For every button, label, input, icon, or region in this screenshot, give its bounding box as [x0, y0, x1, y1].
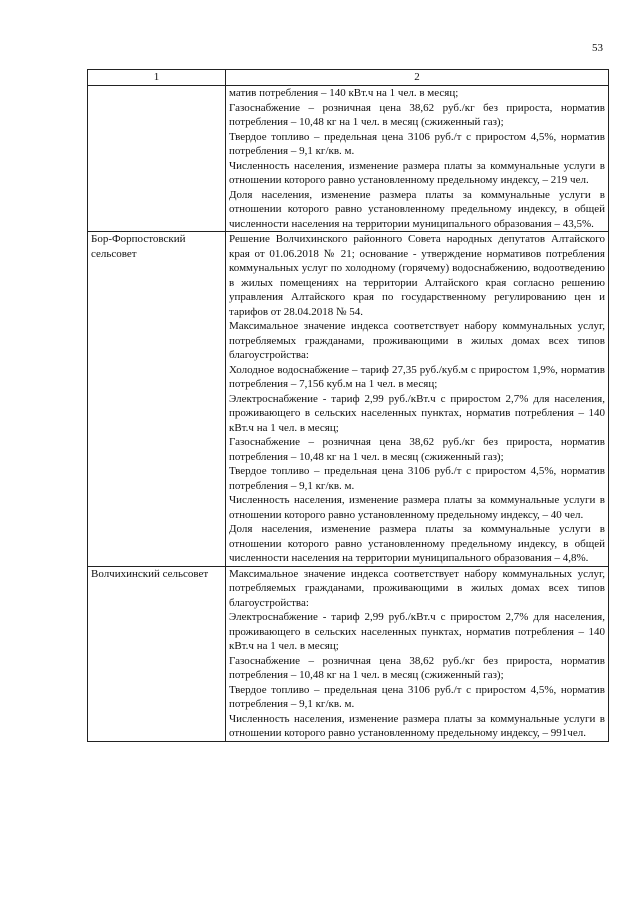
paragraph: Максимальное значение индекса соответствует набору коммунальных услуг, потребляемых гражданами, проживающими в жилых домах всех типов благоустройства:: [229, 567, 605, 609]
table-row: [88, 86, 609, 232]
tariff-description-cell: [226, 566, 609, 741]
paragraph: Твердое топливо – предельная цена 3106 руб./т с приростом 4,5%, норматив потребления – 9,1 кг/кв. м.: [229, 465, 605, 492]
paragraph: матив потребления – 140 кВт.ч на 1 чел. в месяц;: [229, 87, 459, 99]
paragraph: Электроснабжение - тариф 2,99 руб./кВт.ч с приростом 2,7% для населения, проживающего в сельских населенных пунктах, норматив потребления – 140 кВт.ч на 1 чел. в месяц;: [229, 611, 605, 652]
paragraph: Газоснабжение – розничная цена 38,62 руб./кг без прироста, норматив потребления – 10,48 кг на 1 чел. в месяц (сжиженный газ);: [229, 101, 605, 128]
paragraph: Электроснабжение - тариф 2,99 руб./кВт.ч с приростом 2,7% для населения, проживающего в сельских населенных пунктах, норматив потребления – 140 кВт.ч на 1 чел. в месяц;: [229, 392, 605, 434]
table-row: [88, 232, 609, 567]
paragraph: Максимальное значение индекса соответствует набору коммунальных услуг, потребляемых гражданами, проживающими в жилых домах всех типов благоустройства:: [229, 320, 605, 361]
table-row: [88, 566, 609, 741]
paragraph: Доля населения, изменение размера платы за коммунальные услуги в отношении которого равно установленному предельному индексу, в общей численности населения на территории муниципального образования – 4,8%.: [229, 523, 605, 564]
region-cell: Волчихинский сельсовет: [88, 566, 226, 741]
tariff-table: [87, 69, 609, 742]
paragraph: Доля населения, изменение размера платы за коммунальные услуги в отношении которого равно установленному предельному индексу, в общей численности населения на территории муниципального образования – 43,5%.: [229, 188, 605, 230]
paragraph: Численность населения, изменение размера платы за коммунальные услуги в отношении которого равно установленному предельному индексу, – 991чел.: [229, 712, 605, 739]
region-cell: Бор-Форпостовский сельсовет: [88, 232, 226, 567]
column-header-2: 2: [226, 70, 609, 86]
paragraph: Численность населения, изменение размера платы за коммунальные услуги в отношении которого равно установленному предельному индексу, – 40 чел.: [229, 494, 605, 521]
paragraph: Газоснабжение – розничная цена 38,62 руб./кг без прироста, норматив потребления – 10,48 кг на 1 чел. в месяц (сжиженный газ);: [229, 436, 605, 463]
paragraph: Твердое топливо – предельная цена 3106 руб./т с приростом 4,5%, норматив потребления – 9,1 кг/кв. м.: [229, 130, 605, 157]
paragraph: Численность населения, изменение размера платы за коммунальные услуги в отношении которого равно установленному предельному индексу, – 219 чел.: [229, 159, 605, 186]
tariff-description-cell: [226, 86, 609, 232]
page-number: 53: [592, 42, 603, 54]
column-header-1: 1: [88, 70, 226, 86]
paragraph: Решение Волчихинского районного Совета народных депутатов Алтайского края от 01.06.2018 № 21; основание - утверждение нормативов потребления коммунальных услуг по холодному (горячему) водоснабжению, водоотведению в жилых помещениях на территории Алтайского края согласно решению управления Алтайского края по государственному регулированию цен и тарифов от 28.04.2018 № 54.: [229, 233, 605, 318]
paragraph: Твердое топливо – предельная цена 3106 руб./т с приростом 4,5%, норматив потребления – 9,1 кг/кв. м.: [229, 683, 605, 710]
region-cell: [88, 86, 226, 232]
paragraph: Газоснабжение – розничная цена 38,62 руб./кг без прироста, норматив потребления – 10,48 кг на 1 чел. в месяц (сжиженный газ);: [229, 654, 605, 681]
tariff-description-cell: [226, 232, 609, 567]
table-header-row: [88, 70, 609, 86]
paragraph: Холодное водоснабжение – тариф 27,35 руб./куб.м с приростом 1,9%, норматив потребления – 7,156 куб.м на 1 чел. в месяц;: [229, 363, 605, 390]
